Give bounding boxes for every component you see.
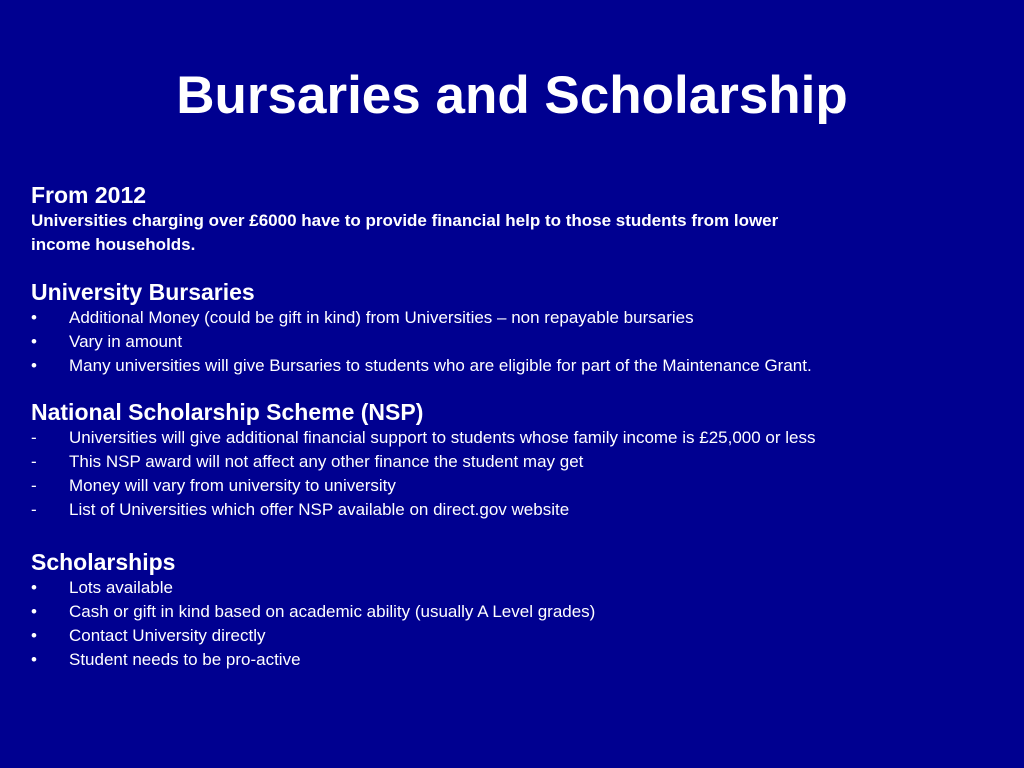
dash-marker: - [31, 452, 37, 471]
list-item-text: Many universities will give Bursaries to students who are eligible for part of the Maintenance Grant. [69, 356, 812, 375]
list-item [31, 624, 1011, 648]
nsp-heading: National Scholarship Scheme (NSP) [31, 399, 424, 425]
nsp-section [31, 399, 1011, 522]
list-item-text: This NSP award will not affect any other finance the student may get [69, 452, 584, 471]
dash-marker: - [31, 476, 37, 495]
intro-text: Universities charging over £6000 have to provide financial help to those students from lower income households. [31, 211, 779, 254]
bullet-marker: • [31, 626, 37, 645]
list-item [31, 600, 1011, 624]
bullet-marker: • [31, 332, 37, 351]
list-item-text: Lots available [69, 578, 173, 597]
list-item-text: Contact University directly [69, 626, 266, 645]
list-item [31, 330, 1011, 354]
bursaries-list [31, 306, 1011, 378]
list-item-text: Additional Money (could be gift in kind) from Universities – non repayable bursaries [69, 308, 694, 327]
bullet-marker: • [31, 650, 37, 669]
slide-content [31, 182, 1011, 672]
slide-title: Bursaries and Scholarship [176, 66, 848, 125]
bullet-marker: • [31, 356, 37, 375]
list-item [31, 426, 1011, 450]
list-item-text: Vary in amount [69, 332, 183, 351]
bullet-marker: • [31, 602, 37, 621]
intro-section [31, 182, 1011, 257]
nsp-list [31, 426, 1011, 522]
scholarships-list [31, 576, 1011, 672]
list-item [31, 474, 1011, 498]
scholarships-heading: Scholarships [31, 549, 176, 575]
list-item-text: List of Universities which offer NSP available on direct.gov website [69, 500, 570, 519]
list-item [31, 498, 1011, 522]
bursaries-heading: University Bursaries [31, 279, 255, 305]
dash-marker: - [31, 500, 37, 519]
scholarships-section [31, 549, 1011, 672]
dash-marker: - [31, 428, 37, 447]
list-item-text: Cash or gift in kind based on academic ability (usually A Level grades) [69, 602, 596, 621]
list-item [31, 648, 1011, 672]
bursaries-section [31, 279, 1011, 378]
list-item [31, 354, 1011, 378]
bullet-marker: • [31, 578, 37, 597]
list-item-text: Universities will give additional financial support to students whose family income is £25,000 or less [69, 428, 816, 447]
list-item [31, 450, 1011, 474]
intro-heading: From 2012 [31, 182, 147, 208]
list-item [31, 306, 1011, 330]
list-item-text: Money will vary from university to university [69, 476, 396, 495]
list-item [31, 576, 1011, 600]
bullet-marker: • [31, 308, 37, 327]
list-item-text: Student needs to be pro-active [69, 650, 301, 669]
